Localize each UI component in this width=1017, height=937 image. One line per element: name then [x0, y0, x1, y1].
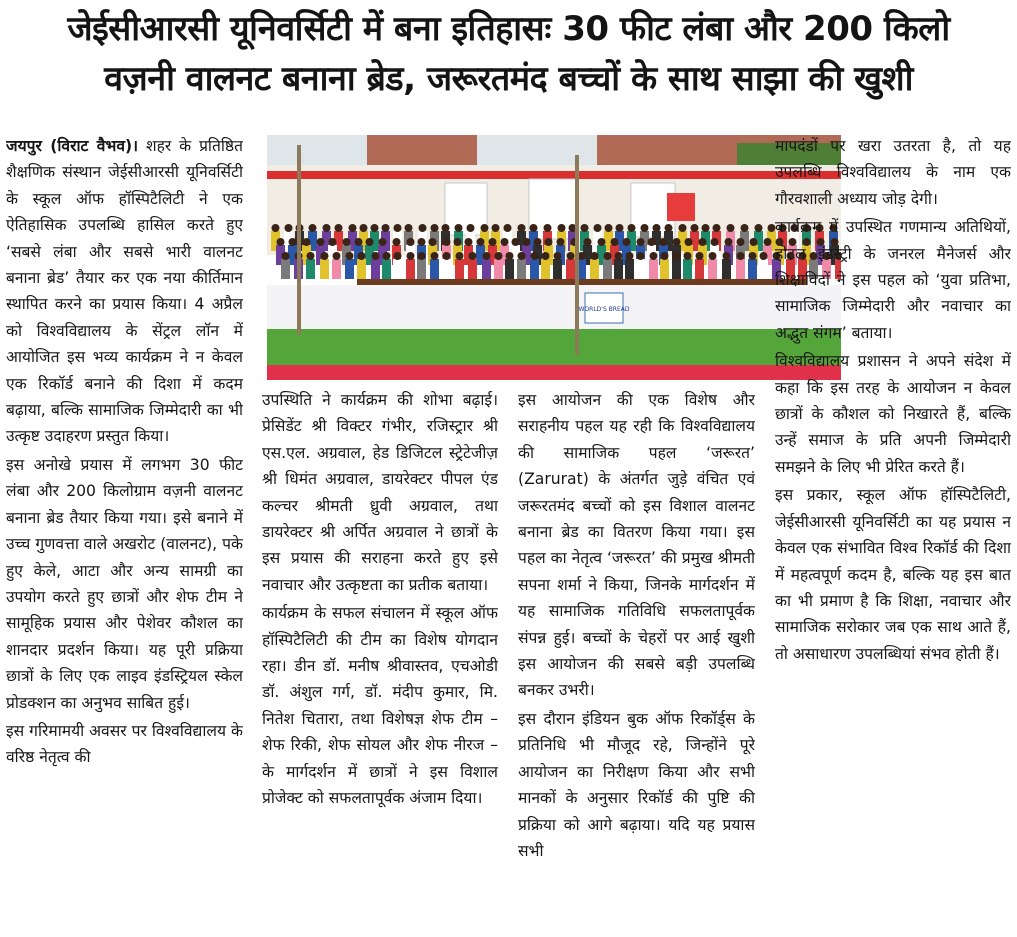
- photo-person-head: [737, 252, 745, 260]
- photo-person-head: [307, 252, 315, 260]
- photo-canopy-stripe: [267, 171, 841, 179]
- photo-person-head: [366, 238, 374, 246]
- photo-person-head: [418, 238, 426, 246]
- article-paragraph: इस आयोजन की एक विशेष और सराहनीय पहल यह रही कि विश्वविद्यालय की सामाजिक पहल ‘जरूरत’ (Zarurat) के अंतर्गत जुड़े वंचित एवं जरूरतमंद बच्चों को इस विशाल वालनट बनाना ब्रेड का वितरण किया गया। इस पहल का नेतृत्व ‘जरूरत’ की प्रमुख श्रीमती सपना शर्मा ने किया, जिनके मार्गदर्शन में यह सामाजिक गतिविधि सफलतापूर्वक संपन्न हुई। बच्चों के चेहरों पर आई खुशी इस आयोजन की सबसे बड़ी उपलब्धि बनकर उभरी।: [518, 391, 755, 700]
- photo-sign-text: WORLD'S BREAD: [578, 306, 630, 313]
- photo-person-body: [417, 259, 426, 279]
- photo-person-body: [494, 259, 503, 279]
- article-paragraph: इस अनोखे प्रयास में लगभग 30 फीट लंबा और 200 किलोग्राम वज़नी वालनट बनाना ब्रेड तैयार किया गया। इसे बनाने में उच्च गुणवत्ता वाले अखरोट (वालनट), पके हुए केले, आटा और अन्य सामग्री का उपयोग करते हुए छात्रों और शेफ टीम ने सामूहिक प्रयास और पेशेवर कौशल का शानदार प्रदर्शन किया। यह पूरी प्रक्रिया छात्रों के लिए एक लाइव इंडस्ट्रियल स्केल प्रोडक्शन का अनुभव साबित हुई।: [6, 455, 243, 712]
- photo-person-body: [748, 259, 757, 279]
- photo-person-body: [505, 259, 514, 279]
- photo-person-head: [725, 238, 733, 246]
- photo-person-head: [360, 224, 368, 232]
- article-column-2: [262, 387, 498, 937]
- photo-person-head: [349, 224, 357, 232]
- photo-person-body: [636, 259, 645, 279]
- photo-person-body: [708, 259, 717, 279]
- photo-person-head: [545, 238, 553, 246]
- photo-person-head: [492, 224, 500, 232]
- photo-person-head: [382, 224, 390, 232]
- photo-person-head: [467, 224, 475, 232]
- article-paragraph: कार्यक्रम के सफल संचालन में स्कूल ऑफ हॉस्पिटैलिटी की टीम का विशेष योगदान रहा। डीन डॉ. मनीष श्रीवास्तव, एचओडी डॉ. अंशुल गर्ग, डॉ. मंदीप कुमार, मि. नितेश चितारा, तथा विशेषज्ञ शेफ टीम – शेफ रिकी, शेफ सोयल और शेफ नीरज – के मार्गदर्शन में छात्रों ने इस विशाल प्रोजेक्ट को सफलतापूर्वक अंजाम दिया।: [262, 604, 498, 808]
- article-column-4: [775, 133, 1011, 937]
- photo-person-head: [355, 238, 363, 246]
- photo-person-head: [764, 238, 772, 246]
- photo-person-head: [442, 224, 450, 232]
- photo-person-head: [755, 224, 763, 232]
- headline: [0, 4, 1017, 104]
- photo-person-body: [660, 259, 669, 279]
- photo-person-head: [611, 238, 619, 246]
- photo-person-head: [454, 238, 462, 246]
- photo-person-body: [614, 259, 623, 279]
- photo-person-head: [323, 224, 331, 232]
- photo-person-head: [760, 252, 768, 260]
- photo-person-head: [443, 238, 451, 246]
- photo-person-head: [713, 224, 721, 232]
- photo-person-head: [673, 252, 681, 260]
- photo-person-head: [530, 224, 538, 232]
- photo-person-head: [289, 238, 297, 246]
- photo-person-head: [741, 224, 749, 232]
- photo-person-body: [517, 259, 526, 279]
- photo-person-head: [584, 238, 592, 246]
- photo-person-head: [335, 224, 343, 232]
- photo-person-head: [650, 252, 658, 260]
- photo-person-body: [371, 259, 380, 279]
- photo-person-head: [469, 252, 477, 260]
- photo-person-body: [345, 259, 354, 279]
- photo-person-head: [443, 252, 451, 260]
- photo-person-head: [637, 252, 645, 260]
- photo-person-head: [407, 238, 415, 246]
- photo-person-head: [554, 252, 562, 260]
- photo-person-head: [598, 238, 606, 246]
- photo-person-head: [321, 252, 329, 260]
- photo-person-head: [749, 252, 757, 260]
- photo-person-head: [483, 252, 491, 260]
- photo-person-body: [281, 259, 290, 279]
- photo-carpet: [267, 365, 841, 380]
- photo-person-body: [695, 259, 704, 279]
- photo-person-head: [684, 252, 692, 260]
- photo-person-head: [660, 238, 668, 246]
- photo-person-body: [672, 259, 681, 279]
- event-photo: [267, 135, 841, 380]
- photo-person-head: [605, 224, 613, 232]
- photo-person-body: [442, 259, 451, 279]
- photo-pole: [575, 155, 579, 355]
- photo-person-head: [591, 252, 599, 260]
- photo-person-head: [626, 252, 634, 260]
- photo-person-head: [495, 252, 503, 260]
- article-paragraph: इस गरिमामयी अवसर पर विश्वविद्यालय के वरिष्ठ नेतृत्व की: [6, 721, 243, 767]
- photo-person-body: [306, 259, 315, 279]
- photo-person-body: [759, 259, 768, 279]
- photo-person-head: [637, 238, 645, 246]
- photo-person-body: [625, 259, 634, 279]
- photo-person-body: [722, 259, 731, 279]
- photo-person-head: [523, 238, 531, 246]
- photo-person-body: [382, 259, 391, 279]
- photo-person-head: [504, 224, 512, 232]
- photo-person-body: [357, 259, 366, 279]
- photo-person-head: [723, 252, 731, 260]
- photo-person-head: [506, 252, 514, 260]
- photo-person-head: [358, 252, 366, 260]
- photo-person-body: [482, 259, 491, 279]
- photo-person-head: [702, 224, 710, 232]
- article-column-1: [6, 133, 243, 937]
- photo-person-head: [371, 224, 379, 232]
- photo-person-head: [393, 238, 401, 246]
- photo-person-body: [590, 259, 599, 279]
- photo-person-body: [455, 259, 464, 279]
- photo-person-head: [696, 252, 704, 260]
- photo-person-head: [567, 252, 575, 260]
- photo-person-body: [530, 259, 539, 279]
- photo-person-head: [429, 238, 437, 246]
- photo-pole: [297, 145, 301, 335]
- photo-person-body: [603, 259, 612, 279]
- photo-person-head: [407, 252, 415, 260]
- photo-person-head: [727, 224, 735, 232]
- photo-person-head: [309, 224, 317, 232]
- photo-person-head: [557, 238, 565, 246]
- photo-person-head: [477, 238, 485, 246]
- photo-person-head: [501, 238, 509, 246]
- photo-person-head: [282, 252, 290, 260]
- article-column-3: [518, 387, 755, 937]
- photo-grass: [267, 329, 841, 367]
- photo-person-head: [673, 238, 681, 246]
- photo-person-head: [481, 224, 489, 232]
- headline-line-1: जेईसीआरसी यूनिवर्सिटी में बना इतिहासः 30 फीट लंबा और 200 किलो: [67, 9, 950, 49]
- photo-person-head: [581, 224, 589, 232]
- photo-person-head: [418, 252, 426, 260]
- article-paragraph-text: शहर के प्रतिष्ठित शैक्षणिक संस्थान जेईसीआरसी यूनिवर्सिटी के स्कूल ऑफ हॉस्पिटैलिटी ने एक ऐतिहासिक उपलब्धि हासिल करते हुए ‘सबसे लंबा और सबसे भारी वालनट बनाना ब्रेड’ तैयार कर एक नया कीर्तिमान स्थापित करने का प्रयास किया। 4 अप्रैल को विश्वविद्यालय के सेंट्रल लॉन में आयोजित इस भव्य कार्यक्रम ने न केवल एक रिकॉर्ड बनाने की दिशा में कदम बढ़ाया, बल्कि सामाजिक जिम्मेदारी का भी उत्कृष्ट उदाहरण प्रस्तुत किया।: [6, 137, 243, 446]
- photo-person-head: [699, 238, 707, 246]
- photo-person-head: [594, 224, 602, 232]
- photo-person-body: [430, 259, 439, 279]
- photo-person-head: [343, 238, 351, 246]
- photo-person-head: [679, 224, 687, 232]
- photo-person-head: [329, 238, 337, 246]
- photo-person-head: [285, 224, 293, 232]
- article-paragraph: विश्वविद्यालय प्रशासन ने अपने संदेश में कहा कि इस तरह के आयोजन न केवल छात्रों के कौशल को निखारते हैं, बल्कि उन्हें समाज के प्रति अपनी जिम्मेदारी समझने के लिए भी प्रेरित करते हैं।: [775, 352, 1011, 476]
- photo-person-head: [709, 252, 717, 260]
- photo-person-head: [665, 224, 673, 232]
- photo-person-head: [333, 252, 341, 260]
- article-paragraph: कार्यक्रम में उपस्थित गणमान्य अतिथियों, होटल इंडस्ट्री के जनरल मैनेजर्स और शिक्षाविदों ने इस पहल को ‘युवा प्रतिभा, सामाजिक जिम्मेदारी और नवाचार का अद्भुत संगम’ बताया।: [775, 218, 1011, 342]
- headline-line-2: वज़नी वालनट बनाना ब्रेड, जरूरतमंद बच्चों के साथ साझा की खुशी: [104, 59, 913, 99]
- event-photo-illustration: [267, 135, 841, 380]
- photo-person-head: [303, 238, 311, 246]
- photo-person-head: [465, 238, 473, 246]
- photo-person-head: [455, 224, 463, 232]
- photo-person-head: [379, 238, 387, 246]
- photo-person-head: [317, 238, 325, 246]
- photo-person-body: [406, 259, 415, 279]
- photo-person-head: [604, 252, 612, 260]
- article-paragraph: मापदंडों पर खरा उतरता है, तो यह उपलब्धि विश्वविद्यालय के नाम एक गौरवशाली अध्याय जोड़ देगी।: [775, 137, 1011, 208]
- photo-person-body: [320, 259, 329, 279]
- article-paragraph: उपस्थिति ने कार्यक्रम की शोभा बढ़ाई। प्रेसिडेंट श्री विक्टर गंभीर, रजिस्ट्रार श्री एस.एल. अग्रवाल, हेड डिजिटल स्ट्रेटेजीज़ श्री धिमंत अग्रवाल, डायरेक्टर पीपल एंड कल्चर श्रीमती ध्रुवी अग्रवाल, तथा डायरेक्टर श्री अर्पित अग्रवाल ने छात्रों के इस प्रयास की सराहना करते हुए इसे नवाचार और उत्कृष्टता का प्रतीक बताया।: [262, 391, 498, 594]
- photo-building: [367, 135, 477, 165]
- photo-person-head: [737, 238, 745, 246]
- photo-person-head: [653, 224, 661, 232]
- photo-person-head: [394, 224, 402, 232]
- photo-person-head: [544, 224, 552, 232]
- photo-person-head: [431, 224, 439, 232]
- photo-person-head: [542, 252, 550, 260]
- photo-person-body: [393, 259, 402, 279]
- article-paragraph: [6, 133, 243, 450]
- photo-person-body: [736, 259, 745, 279]
- photo-person-head: [623, 238, 631, 246]
- photo-person-head: [648, 238, 656, 246]
- photo-person-body: [649, 259, 658, 279]
- photo-person-head: [489, 238, 497, 246]
- photo-person-head: [346, 252, 354, 260]
- photo-person-head: [456, 252, 464, 260]
- photo-person-head: [531, 252, 539, 260]
- photo-person-head: [272, 224, 280, 232]
- photo-person-head: [615, 252, 623, 260]
- photo-person-head: [691, 224, 699, 232]
- photo-table: [267, 285, 841, 329]
- article-paragraph: इस प्रकार, स्कूल ऑफ हॉस्पिटैलिटी, जेईसीआरसी यूनिवर्सिटी का यह प्रयास न केवल एक संभावित विश्व रिकॉर्ड की दिशा में महत्वपूर्ण कदम है, बल्कि यह इस बात का भी प्रमाण है कि शिक्षा, नवाचार और सामाजिक सरोकार जब एक साथ आते हैं, तो असाधारण उपलब्धियां संभव होती हैं।: [775, 486, 1011, 663]
- photo-person-head: [661, 252, 669, 260]
- photo-person-body: [468, 259, 477, 279]
- photo-person-head: [405, 224, 413, 232]
- photo-person-head: [394, 252, 402, 260]
- photo-person-head: [372, 252, 380, 260]
- photo-person-head: [383, 252, 391, 260]
- photo-person-head: [685, 238, 693, 246]
- dateline: जयपुर (विराट वैभव)।: [6, 137, 139, 155]
- photo-person-body: [553, 259, 562, 279]
- photo-person-head: [518, 252, 526, 260]
- photo-person-body: [541, 259, 550, 279]
- photo-person-head: [628, 224, 636, 232]
- photo-person-head: [277, 238, 285, 246]
- photo-person-head: [512, 238, 520, 246]
- photo-person-head: [711, 238, 719, 246]
- photo-person-head: [431, 252, 439, 260]
- photo-person-head: [641, 224, 649, 232]
- photo-person-head: [419, 224, 427, 232]
- photo-person-body: [683, 259, 692, 279]
- article-paragraph: इस दौरान इंडियन बुक ऑफ रिकॉर्ड्स के प्रतिनिधि भी मौजूद रहे, जिन्होंने पूरे आयोजन का निरीक्षण किया और सभी मानकों के अनुसार रिकॉर्ड की पुष्टि की प्रक्रिया को आगे बढ़ाया। यदि यह प्रयास सभी: [518, 709, 755, 860]
- photo-person-head: [616, 224, 624, 232]
- photo-person-head: [558, 224, 566, 232]
- photo-person-head: [518, 224, 526, 232]
- photo-person-body: [332, 259, 341, 279]
- photo-person-head: [750, 238, 758, 246]
- photo-person-head: [534, 238, 542, 246]
- photo-person-body: [566, 259, 575, 279]
